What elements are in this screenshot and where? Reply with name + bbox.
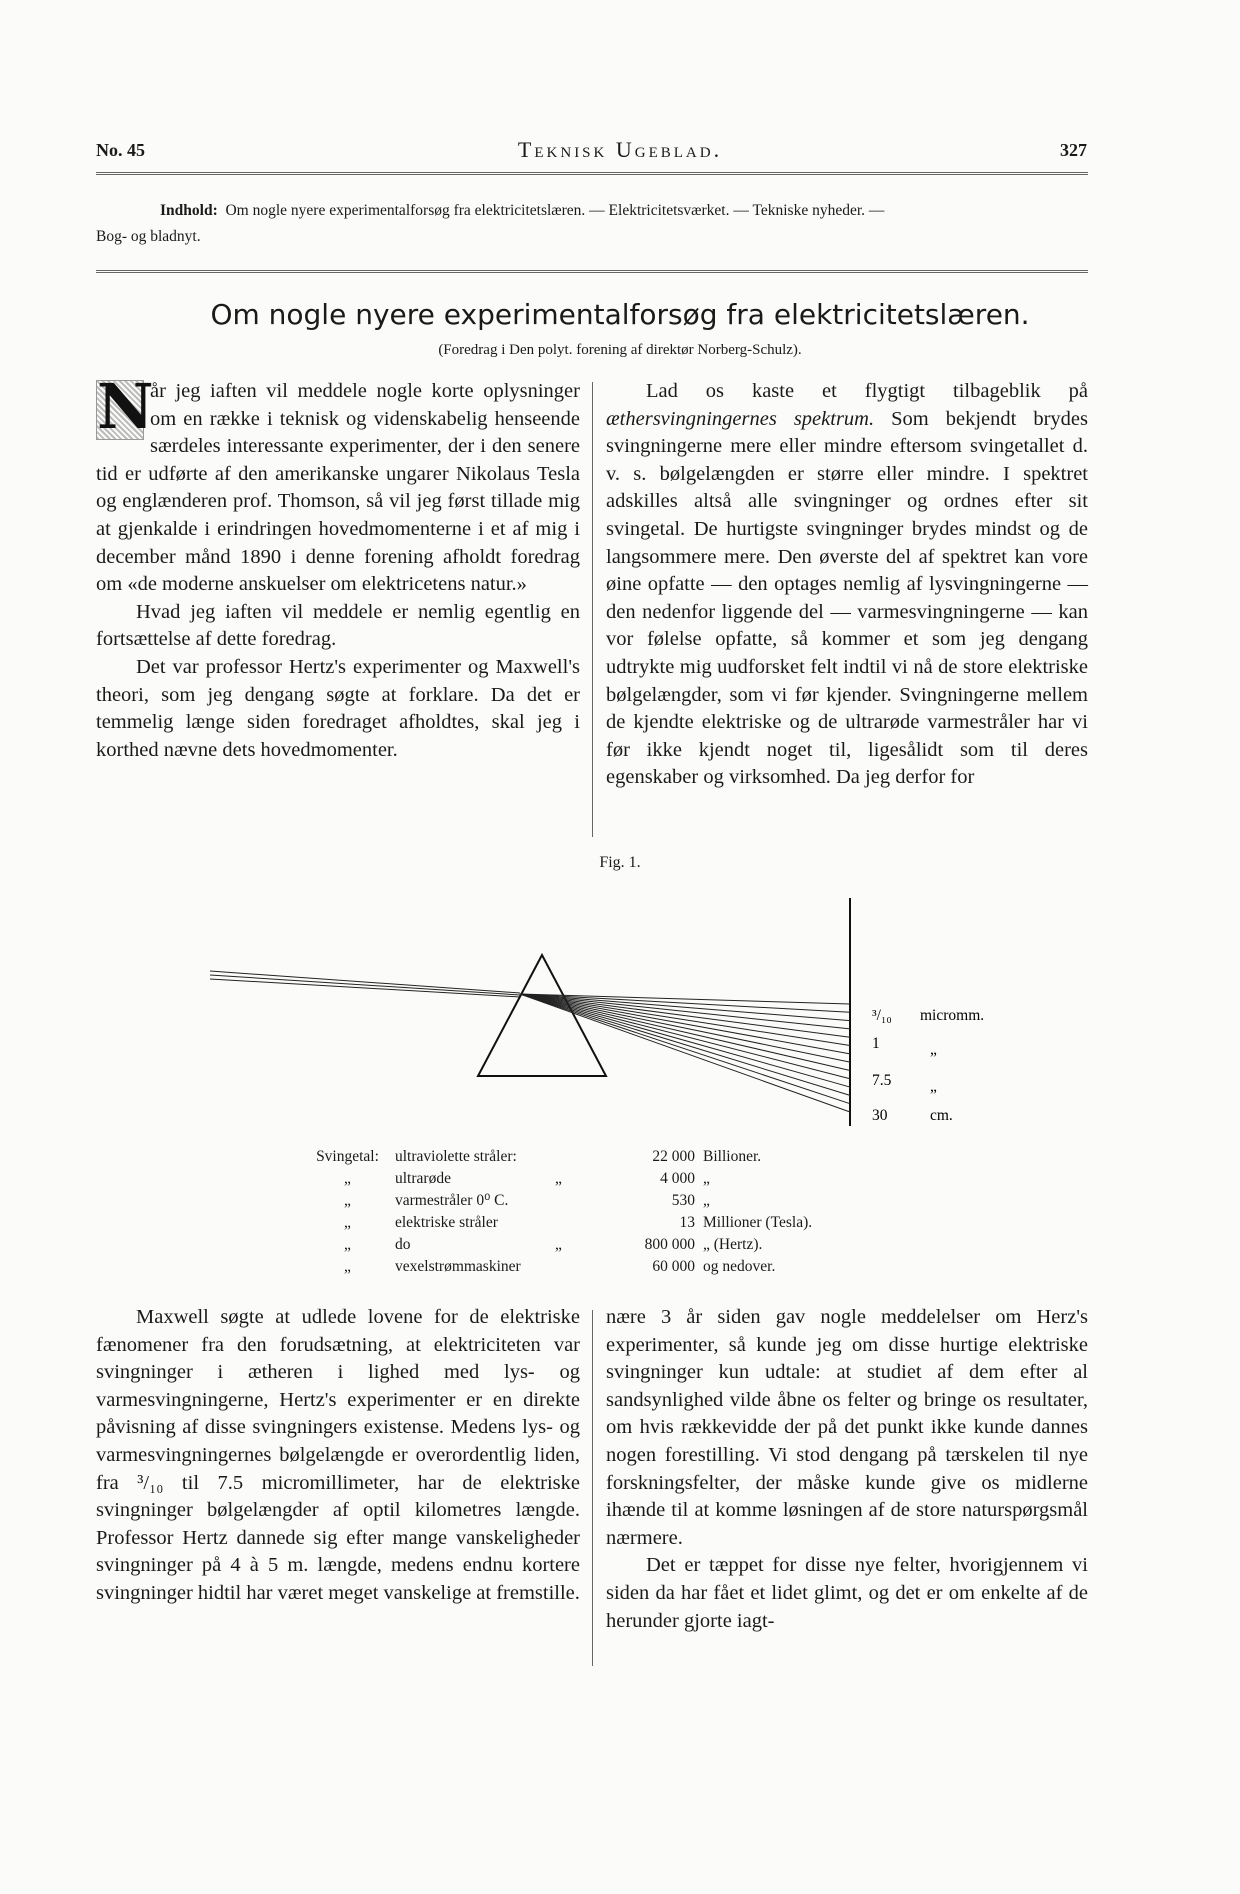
ditto-mark: „ [344, 1170, 351, 1187]
paragraph: nære 3 år siden gav nogle meddelelser om Herz's experimenter, så kunde jeg om disse hurtige elektriske svingninger kun udtale: at studiet af dem efter al sandsynlighed vilde åbne os felter og bringe os resultater, om hvis rækkevidde der på det punkt ikke kunde dannes nogen forestilling. Vi stod dengang på tærskelen til nye forskningsfelter, der måske kunde give os midlerne ihænde til at komme løsningen af de store naturspørgsmål nærmere. [606, 1306, 1088, 1549]
contents-rule [96, 270, 1088, 273]
frequency-value: 800 000 [644, 1236, 695, 1253]
ditto-mark: „ [555, 1236, 562, 1253]
scale-value: ³/₁₀ [872, 1007, 892, 1024]
paragraph: Lad os kaste et flygtigt tilbageblik på æthersvingningernes spektrum. Som bekjendt brydes svingningerne mere eller mindre eftersom svingetallet d. v. s. bølgelængden er større eller mindre. I spektret adskilles altså alle svingninger og ordnes efter sit svingetal. De hurtigste svingninger brydes mindst og de langsommere mere. Den øverste del af spektret kan vore øine opfatte — den optages nemlig af lysvingningerne — den nedenfor liggende del — varmesvingningerne — kan vor følelse opfatte, så kommer et som jeg dengang udtrykte mig uudforsket felt indtil vi nå de store elektriske bølgelængder, som vi før kjender. Svingningerne mellem de kjendte elektriske og de ultrarøde varmestråler har vi før ikke kjendt noget til, ligesålidt som til deres egenskaber og virksomhed. Da jeg derfor for [606, 380, 1088, 789]
drop-cap: N [97, 370, 154, 443]
scale-unit: micromm. [920, 1007, 985, 1024]
emphasis: æthersvingningernes spektrum. [606, 407, 875, 430]
ditto-mark: „ [344, 1192, 351, 1209]
right-column-bottom [606, 1304, 1088, 1635]
dispersed-rays [520, 994, 850, 1112]
column-divider [592, 382, 593, 837]
left-column-bottom [96, 1304, 580, 1608]
frequency-unit: Billioner. [703, 1148, 762, 1165]
ditto-mark: „ [344, 1214, 351, 1231]
frequency-value: 13 [679, 1214, 695, 1231]
ditto-mark: „ [555, 1170, 562, 1187]
frequency-unit: og nedover. [703, 1258, 776, 1275]
contents-line-1: Om nogle nyere experimentalforsøg fra elektricitetslæren. — Elektricitetsværket. — Tekniske nyheder. — [225, 202, 885, 219]
paragraph: Det var professor Hertz's experimenter og Maxwell's theori, som jeg dengang søgte at forklare. Da det er temmelig længe siden foredraget afholdtes, skal jeg i korthed nævne dets hovedmomenter. [96, 655, 580, 761]
paragraph: Det er tæppet for disse nye felter, hvorigjennem vi siden da har fået et lidet glimt, og det er om enkelte af de herunder gjorte iagt- [606, 1554, 1088, 1632]
table-row [300, 1256, 812, 1278]
dispersed-ray [520, 994, 850, 1079]
page-number: 327 [1060, 140, 1087, 160]
table-row [300, 1146, 812, 1168]
paragraph: Hvad jeg iaften vil meddele er nemlig egentlig en fortsættelse af dette foredrag. [96, 600, 580, 651]
frequency-unit: „ [703, 1170, 710, 1187]
ditto-mark: „ [344, 1258, 351, 1275]
frequency-value: 22 000 [652, 1148, 695, 1165]
svingetal-label: Svingetal: [316, 1148, 379, 1165]
scale-value: 1 [872, 1035, 880, 1052]
prism [478, 955, 606, 1076]
right-column-top [606, 378, 1088, 792]
frequency-unit: Millioner (Tesla). [703, 1214, 813, 1231]
ditto-mark [555, 1190, 575, 1212]
table-row [300, 1234, 812, 1256]
dispersed-ray [520, 994, 850, 1062]
dispersed-ray [520, 994, 850, 1046]
frequency-value: 60 000 [652, 1258, 695, 1275]
contents-label: Indhold: [160, 202, 218, 219]
dispersed-ray [520, 994, 850, 1070]
spectrum-scale [872, 1007, 984, 1124]
paragraph: år jeg iaften vil meddele nogle korte oplysninger om en række i teknisk og videnskabelig henseende særdeles interessante experimenter, der i den senere tid er udførte af den amerikanske ungarer Nikolaus Tesla og englænderen prof. Thomson, så vil jeg først tillade mig at gjenkalde i erindringen hovedmomenterne i et af mig i december månd 1890 i denne forening afholdt foredrag om «de moderne anskuelser om elektricetens natur.» [96, 380, 580, 596]
paragraph: Maxwell søgte at udlede lovene for de elektriske fænomener fra den forudsætning, at elektriciteten var svingninger i ætheren i lighed med lys- og varmesvingningerne, Hertz's experimenter er en direkte påvisning af disse svingningers existense. Medens lys- og varmesvingningernes bølgelængde er overordentlig liden, fra ³/₁₀ til 7.5 micromillimeter, har de elektriske svingninger bølgelængder af optil kilometres længde. Professor Hertz dannede sig efter mange vanskeligheder svingninger på 4 à 5 m. længde, medens endnu kortere svingninger hidtil har været meget vanskelige at fremstille. [96, 1306, 580, 1604]
header-rule [96, 172, 1088, 175]
contents-line-2: Bog- og bladnyt. [96, 228, 201, 245]
ditto-mark: „ [344, 1236, 351, 1253]
scale-unit: „ [930, 1041, 937, 1058]
frequency-unit: „ (Hertz). [703, 1236, 763, 1253]
prism-spectrum-figure [0, 880, 1240, 1140]
scale-unit: „ [930, 1078, 937, 1095]
contents-block [96, 198, 1088, 250]
issue-number: No. 45 [96, 140, 145, 160]
incoming-ray [210, 975, 520, 995]
frequency-unit: „ [703, 1192, 710, 1209]
left-column-top [96, 370, 580, 764]
journal-title: Teknisk Ugeblad. [517, 137, 723, 162]
ditto-mark [555, 1256, 575, 1278]
ray-type: do [395, 1236, 411, 1253]
article-subtitle: (Foredrag i Den polyt. forening af direktør Norberg-Schulz). [438, 342, 802, 358]
ray-type: ultrarøde [395, 1170, 451, 1187]
ditto-mark [555, 1212, 575, 1234]
table-row [300, 1190, 812, 1212]
ray-type: varmestråler 0⁰ C. [395, 1192, 509, 1209]
ray-type: ultraviolette stråler: [395, 1148, 517, 1165]
scale-value: 7.5 [872, 1072, 892, 1089]
svingetal-table [300, 1146, 812, 1278]
frequency-value: 4 000 [660, 1170, 695, 1187]
ray-type: vexelstrømmaskiner [395, 1258, 521, 1275]
dispersed-ray [520, 994, 850, 1087]
figure-label: Fig. 1. [599, 854, 641, 871]
table-row [300, 1212, 812, 1234]
ray-type: elektriske stråler [395, 1214, 498, 1231]
article-title: Om nogle nyere experimentalforsøg fra elektricitetslæren. [210, 298, 1030, 331]
ditto-mark [555, 1146, 575, 1168]
scale-unit: cm. [930, 1107, 953, 1124]
dispersed-ray [520, 994, 850, 1104]
column-divider [592, 1310, 593, 1666]
dispersed-ray [520, 994, 850, 1037]
table-row [300, 1168, 812, 1190]
frequency-value: 530 [671, 1192, 695, 1209]
scale-value: 30 [872, 1107, 888, 1124]
